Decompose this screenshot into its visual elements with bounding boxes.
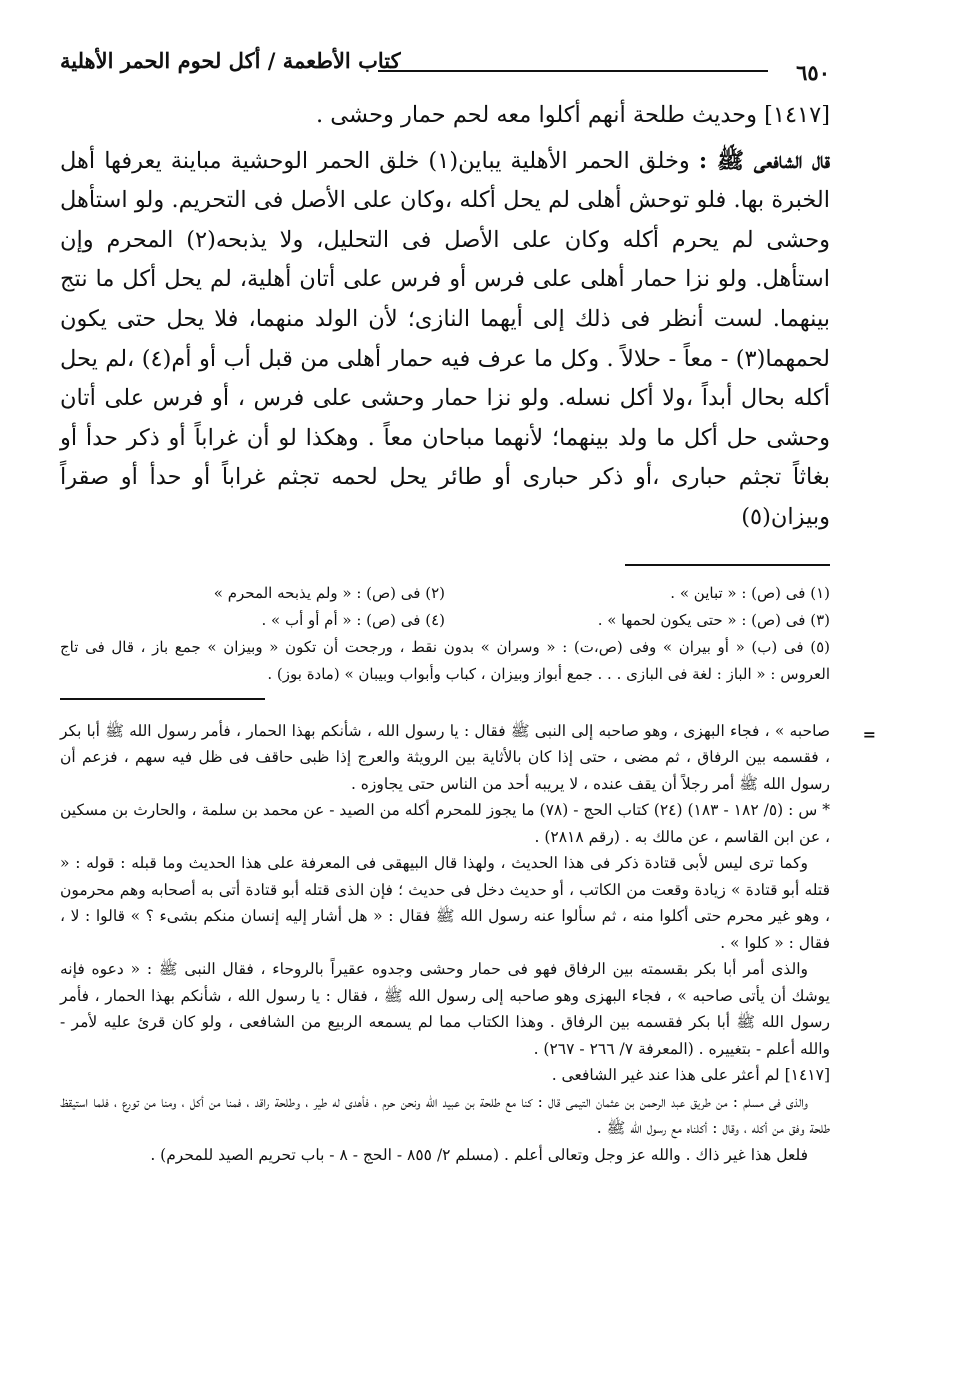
book-page — [60, 40, 876, 1360]
footnote-row — [60, 607, 830, 634]
page-number: ٦٥٠ — [796, 60, 830, 85]
running-title: كتاب الأطعمة / أكل لحوم الحمر الأهلية — [60, 48, 401, 73]
main-text — [60, 96, 830, 538]
footnote-5: (٥) فى (ب) « أو بيران » وفى (ص،ت) : « وسران » بدون نقط ، ورجحت أن تكون « وبيزان » جمع باز ، قال فى تاج العروس : « الباز : لغة فى البازى . . . جمع أبواز وبيزان ، كباب وأبواب وبيبان » (مادة بوز) . — [60, 637, 830, 683]
footnote-2: (٢) فى (ص) : « ولم يذبحه المحرم » — [213, 583, 445, 602]
commentary-paragraph: فلعل هذا غير ذاك . والله عز وجل وتعالى أعلم . (مسلم ٢/ ٨٥٥ - الحج - ٨ - باب تحريم الصيد للمحرم) . — [150, 1145, 808, 1164]
header-rule — [378, 70, 768, 72]
footnote-row — [60, 580, 830, 607]
footnotes — [60, 580, 830, 688]
commentary-paragraph: صاحبه » ، فجاء البهزى ، وهو صاحبه إلى النبى ﷺ فقال : يا رسول الله ، شأنكم بهذا الحمار ، فأمر رسول الله ﷺ أبا بكر ، فقسمه بين الرفاق ، ثم مضى ، حتى إذا كان بالأثاية بين الرويثة والعرج إذا ظبى حاقف فى ظل فيه سهم ، فزعم أن رسول الله ﷺ أمر رجلاً أن يقف عنده ، لا يريبه أحد من الناس حتى يجاوزه . — [60, 721, 830, 793]
footnote-1: (١) فى (ص) : « تباين » . — [670, 583, 830, 602]
footnote-4: (٤) فى (ص) : « أم أو أب » . — [261, 610, 445, 629]
footnote-3: (٣) فى (ص) : « حتى يكون لحمها » . — [597, 610, 830, 629]
commentary-paragraph: والذى فى مسلم : من طريق عبد الرحمن بن عثمان التيمى قال : كنا مع طلحة بن عبيد الله ونحن حرم ، فأهدى له طير ، وطلحة راقد ، فمنا من أكل ، ومنا من تورع ، فلما استيقظ طلحة وفق من أكله ، وقال : أكلناه مع رسول الله ﷺ . — [60, 1092, 830, 1138]
commentary-paragraph: وكما ترى ليس لأبى قتادة ذكر فى هذا الحديث ، ولهذا قال البيهقى فى المعرفة على هذا الحديث وما قبله : قوله : « قتله أبو قتادة » زيادة وقعت من الكاتب ، أو حديث دخل فى حديث ؛ فإن الذى قتله أبو قتادة أتى به أصحابه وهم محرمون ، وهو غير محرم حتى أكلوا منه ، ثم سألوا عنه رسول الله ﷺ فقال : « هل أشار إليه إنسان منكم بشىء ؟ » قالوا : لا ، فقال : « كلوا » . — [60, 854, 830, 952]
hadith-reference: [١٤١٧] وحديث طلحة أنهم أكلوا معه لحم حمار وحشى . — [315, 102, 830, 128]
continuation-mark: = — [862, 724, 876, 744]
footnote-end-separator — [60, 698, 265, 700]
footnote-separator — [625, 564, 830, 566]
running-header — [60, 40, 830, 90]
main-paragraph — [60, 142, 830, 538]
commentary — [60, 718, 876, 1169]
commentary-hadith-note: [١٤١٧] لم أعثر على هذا عند غير الشافعى . — [551, 1066, 830, 1085]
main-body: وخلق الحمر الأهلية يباين(١) خلق الحمر الوحشية مباينة يعرفها أهل الخبرة بها. فلو توحش أهلى لم يحل أكله ،وكان على الأصل فى التحريم. ولو استأهل وحشى لم يحرم أكله وكان على الأصل فى التحليل، ولا يذبحه(٢) المحرم وإن استأهل. ولو نزا حمار أهلى على فرس أو فرس على أتان أهلية، لم يحل أكل ما نتج بينهما. لست أنظر فى ذلك إلى أيهما النازى؛ لأن الولد منهما، فلا يحل حتى يكون لحمهما(٣) - معاً - حلالاً . وكل ما عرف فيه حمار أهلى من قبل أب أو أم(٤) ،لم يحل أكله بحال أبداً ،ولا أكل نسله. ولو نزا حمار وحشى على فرس ، أو فرس على أتان وحشى حل أكل ما ولد بينهما؛ لأنهما مباحان معاً . وهكذا لو أن غراباً أو ذكر حدأ أو بغاثاً تجثم حبارى ،أو ذكر حبارى أو طائر يحل لحمه تجثم غراباً أو حدأ أو صقراً وبيزان(٥) — [60, 147, 831, 530]
commentary-paragraph: * س : (٥/ ١٨٢ - ١٨٣) (٢٤) كتاب الحج - (٧٨) ما يجوز للمحرم أكله من الصيد - عن محمد بن سلمة ، والحارث بن مسكين ، عن ابن القاسم ، عن مالك به . (رقم ٢٨١٨) . — [60, 801, 830, 846]
speaker-label: قال الشافعى ﷺ : — [698, 147, 831, 174]
commentary-paragraph: والذى أمر أبا بكر بقسمته بين الرفاق فهو فى حمار وحشى وجدوه عقيراً بالروحاء ، فقال النبى ﷺ : « دعوه فإنه يوشك أن يأتى صاحبه » ، فجاء البهزى وهو صاحبه إلى رسول الله ﷺ ، فقال : يا رسول الله ، شأنكم بهذا الحمار ، فأمر رسول الله ﷺ أبا بكر فقسمه بين الرفاق . وهذا الكتاب مما لم يسمعه الربيع من الشافعى ، ولو كان قرئ عليه لأمر - والله أعلم - بتغييره . (المعرفة ٧/ ٢٦٦ - ٢٦٧) . — [60, 960, 830, 1058]
